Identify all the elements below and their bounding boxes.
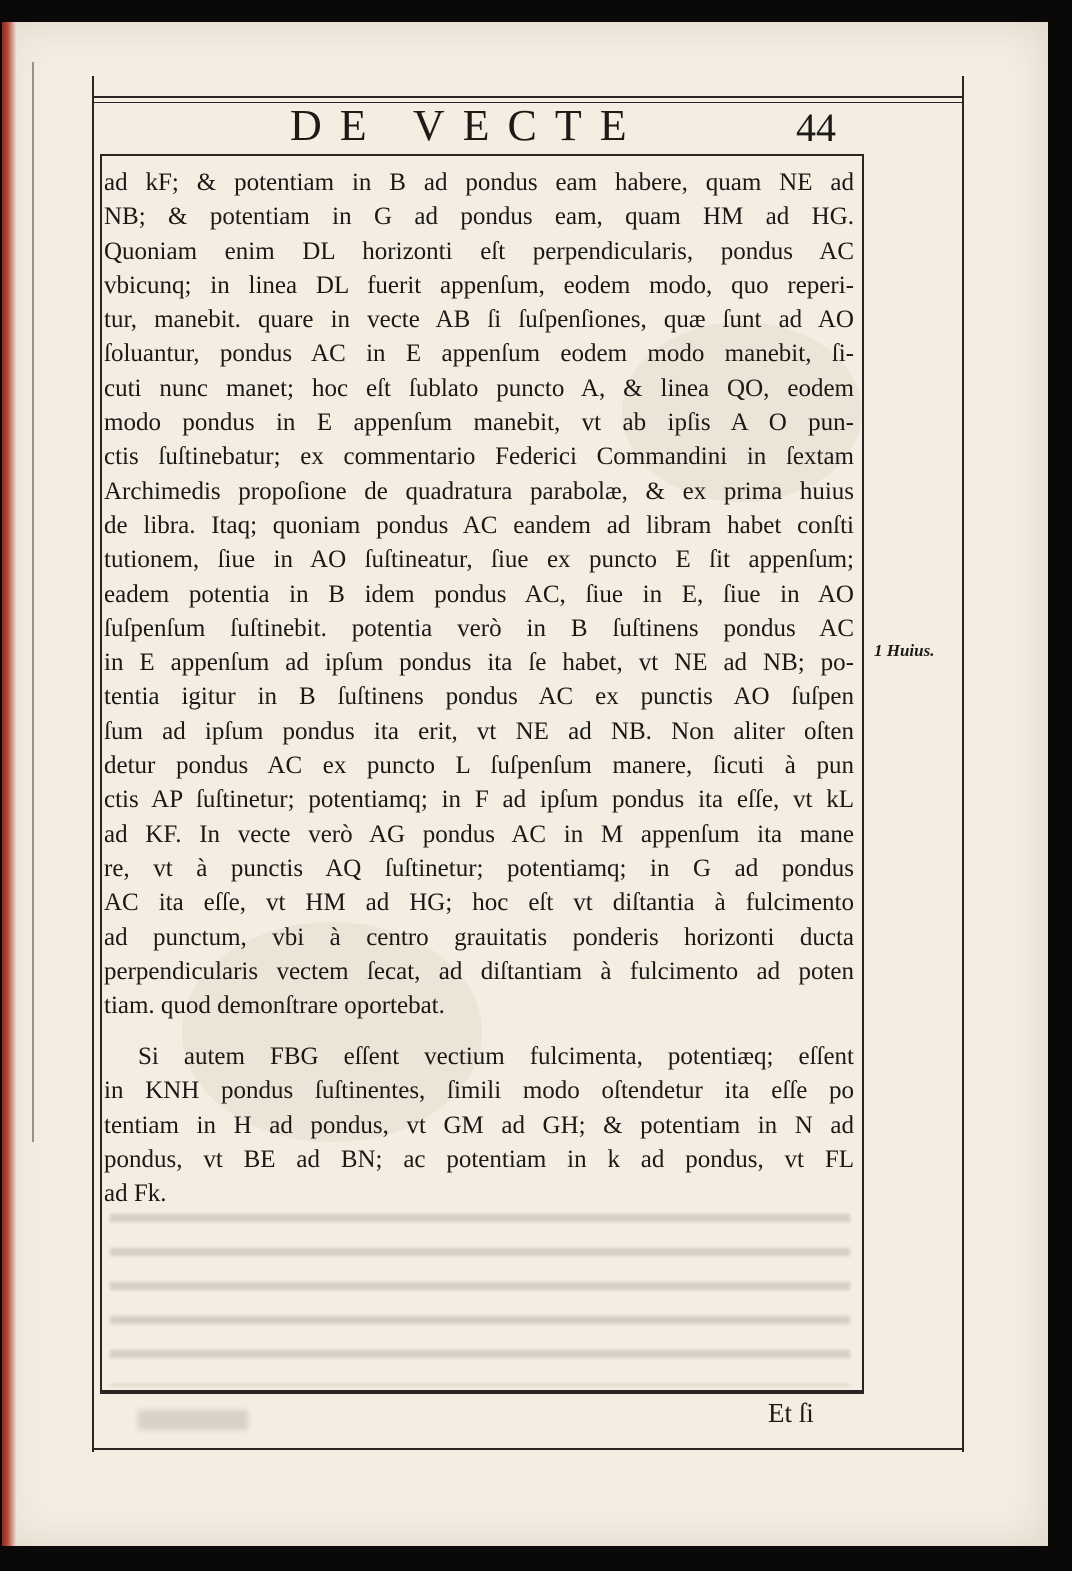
text-line: re, vt à punctis AQ ſuſtinetur; potentiamq; in G ad pondus xyxy=(104,854,854,882)
text-line: AC ita eſſe, vt HM ad HG; hoc eſt vt diſtantia à fulcimento xyxy=(104,889,854,917)
main-paragraph xyxy=(104,166,854,1023)
text-block-bottom-rule xyxy=(100,1390,862,1392)
text-line: vbicunq; in linea DL fuerit appenſum, eodem modo, quo reperi- xyxy=(104,271,854,299)
text-line: ſum ad ipſum pondus ita erit, vt NE ad NB. Non aliter oſten xyxy=(104,717,854,745)
text-line: tentiam in H ad pondus, vt GM ad GH; & potentiam in N ad xyxy=(104,1111,854,1139)
text-line: detur pondus AC ex puncto L ſuſpenſum manere, ſicuti à pun xyxy=(104,752,854,780)
text-line: ſuſpenſum ſuſtinebit. potentia verò in B ſuſtinens pondus AC xyxy=(104,614,854,642)
text-line: Quoniam enim DL horizonti eſt perpendicularis, pondus AC xyxy=(104,237,854,265)
show-through-text xyxy=(138,1410,248,1430)
text-line: Archimedis propoſione de quadratura parabolæ, & ex prima huius xyxy=(104,477,854,505)
text-line: ad punctum, vbi à centro grauitatis ponderis horizonti ducta xyxy=(104,923,854,951)
bottom-rule xyxy=(92,1448,964,1450)
text-line: in E appenſum ad ipſum pondus ita ſe habet, vt NE ad NB; po- xyxy=(104,649,854,677)
text-line: tur, manebit. quare in vecte AB ſi ſuſpenſiones, quæ ſunt ad AO xyxy=(104,306,854,334)
text-line: modo pondus in E appenſum manebit, vt ab ipſis A O pun- xyxy=(104,409,854,437)
text-line: pondus, vt BE ad BN; ac potentiam in k ad pondus, vt FL xyxy=(104,1145,854,1173)
text-line: Si autem FBG eſſent vectium fulcimenta, potentiæq; eſſent xyxy=(138,1043,854,1070)
text-line: eadem potentia in B idem pondus AC, ſiue in E, ſiue in AO xyxy=(104,580,854,608)
text-line: de libra. Itaq; quoniam pondus AC eandem ad libram habet conſti xyxy=(104,511,854,539)
running-title: DE VECTE xyxy=(290,101,645,150)
binding-crease xyxy=(32,62,34,1142)
text-line: cuti nunc manet; hoc eſt ſublato puncto A, & linea QO, eodem xyxy=(104,374,854,402)
text-line: in KNH pondus ſuſtinentes, ſimili modo oſtendetur ita eſſe po xyxy=(104,1077,854,1105)
text-line: perpendicularis vectem ſecat, ad diſtantiam à fulcimento ad poten xyxy=(104,957,854,985)
red-page-edge xyxy=(2,22,16,1546)
text-line: tentia igitur in B ſuſtinens pondus AC ex punctis AO ſuſpen xyxy=(104,683,854,711)
margin-note: 1 Huius. xyxy=(874,641,935,660)
text-line: ad Fk. xyxy=(104,1180,167,1208)
text-line: ad kF; & potentiam in B ad pondus eam habere, quam NE ad xyxy=(104,169,854,196)
text-line: ad KF. In vecte verò AG pondus AC in M appenſum ita mane xyxy=(104,820,854,848)
text-line: ctis AP ſuſtinetur; potentiamq; in F ad ipſum pondus ita eſſe, vt kL xyxy=(104,786,854,814)
text-line: ſoluantur, pondus AC in E appenſum eodem modo manebit, ſi- xyxy=(104,340,854,368)
second-paragraph xyxy=(104,1040,854,1211)
catchword: Et ſi xyxy=(768,1398,814,1428)
page-number: 44 xyxy=(796,105,836,150)
text-line: ctis ſuſtinebatur; ex commentario Federici Commandini in ſextam xyxy=(104,443,854,471)
show-through-text xyxy=(110,1196,850,1386)
text-line: tutionem, ſiue in AO ſuſtineatur, ſiue ex puncto E ſit appenſum; xyxy=(104,546,854,574)
text-line: NB; & potentiam in G ad pondus eam, quam HM ad HG. xyxy=(104,203,854,231)
text-line: tiam. quod demonſtrare oportebat. xyxy=(104,992,445,1020)
top-rule xyxy=(92,96,964,98)
